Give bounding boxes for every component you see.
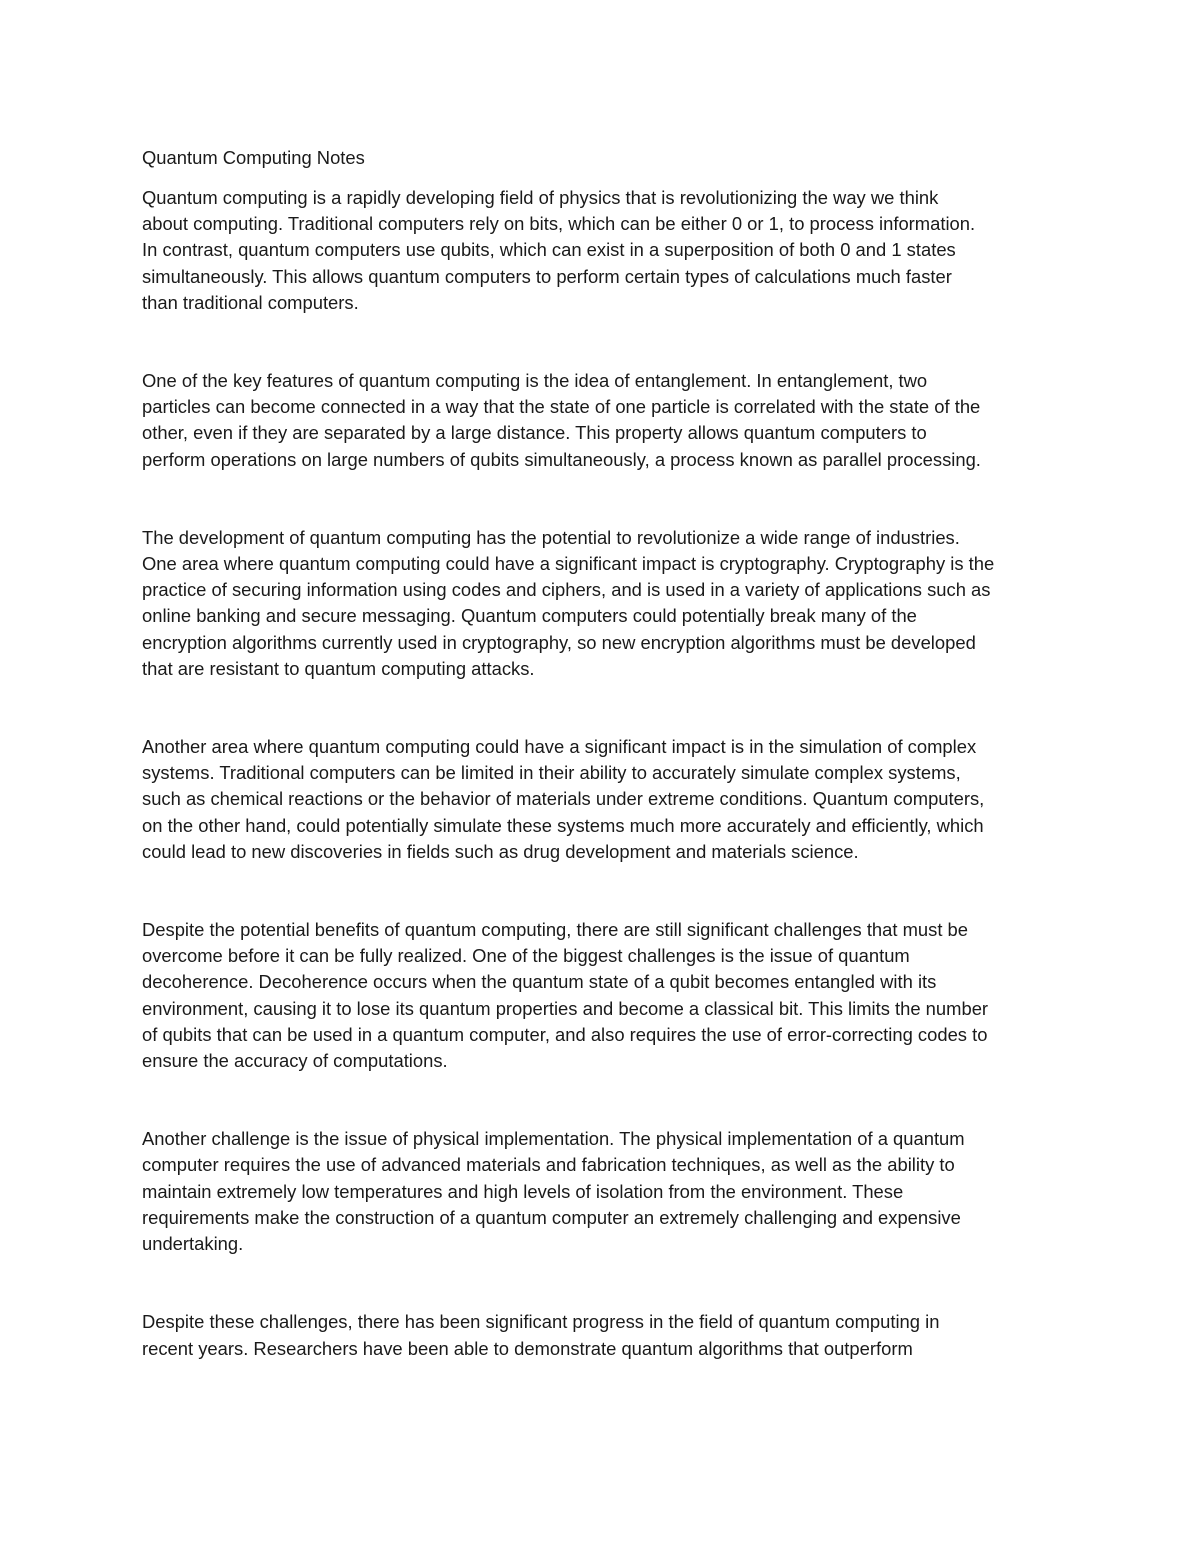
paragraph-line: simultaneously. This allows quantum computers to perform certain types of calculations much faster (142, 265, 952, 287)
paragraph-line: requirements make the construction of a quantum computer an extremely challenging and expensive (142, 1206, 961, 1228)
paragraph-line: environment, causing it to lose its quantum properties and become a classical bit. This limits the number (142, 997, 989, 1019)
paragraph-line: online banking and secure messaging. Quantum computers could potentially break many of the (142, 605, 917, 627)
paragraph-line: encryption algorithms currently used in cryptography, so new encryption algorithms must be developed (142, 631, 976, 653)
paragraph-line: particles can become connected in a way that the state of one particle is correlated with the state of the (142, 396, 981, 418)
paragraph-line: decoherence. Decoherence occurs when the quantum state of a qubit becomes entangled with its (142, 971, 937, 993)
paragraph-line: maintain extremely low temperatures and high levels of isolation from the environment. These (142, 1180, 904, 1202)
paragraph-line: Another challenge is the issue of physical implementation. The physical implementation of a quantum (142, 1128, 965, 1150)
document-body (142, 145, 1062, 1362)
paragraph-spacer (142, 316, 1062, 368)
paragraph-line: such as chemical reactions or the behavior of materials under extreme conditions. Quantum computers, (142, 788, 985, 810)
paragraph-line: could lead to new discoveries in fields such as drug development and materials science. (142, 840, 859, 862)
paragraph-cryptography (142, 525, 1062, 682)
paragraph-line: about computing. Traditional computers rely on bits, which can be either 0 or 1, to process information. (142, 213, 976, 235)
paragraph-entanglement (142, 368, 1062, 473)
paragraph-line: ensure the accuracy of computations. (142, 1050, 448, 1072)
paragraph-line: overcome before it can be fully realized. One of the biggest challenges is the issue of quantum (142, 945, 910, 967)
paragraph-spacer (142, 865, 1062, 917)
paragraph-line: One of the key features of quantum computing is the idea of entanglement. In entanglement, two (142, 370, 928, 392)
paragraph-line: than traditional computers. (142, 291, 359, 313)
paragraph-line: Another area where quantum computing could have a significant impact is in the simulation of complex (142, 736, 977, 758)
paragraph-line: In contrast, quantum computers use qubits, which can exist in a superposition of both 0 and 1 states (142, 239, 956, 261)
paragraph-line: other, even if they are separated by a large distance. This property allows quantum computers to (142, 422, 927, 444)
paragraph-line: on the other hand, could potentially simulate these systems much more accurately and efficiently, which (142, 814, 984, 836)
paragraph-line: systems. Traditional computers can be limited in their ability to accurately simulate complex systems, (142, 762, 961, 784)
paragraph-simulation (142, 734, 1062, 865)
paragraph-spacer (142, 1074, 1062, 1126)
paragraph-line: The development of quantum computing has the potential to revolutionize a wide range of industries. (142, 526, 960, 548)
paragraph-line: perform operations on large numbers of qubits simultaneously, a process known as parallel processing. (142, 448, 981, 470)
document-title: Quantum Computing Notes (142, 147, 365, 168)
paragraph-line: undertaking. (142, 1233, 244, 1255)
paragraph-line: practice of securing information using codes and ciphers, and is used in a variety of applications such as (142, 579, 991, 601)
paragraph-spacer (142, 682, 1062, 734)
paragraph-line: computer requires the use of advanced materials and fabrication techniques, as well as the ability to (142, 1154, 955, 1176)
paragraph-line: Despite these challenges, there has been significant progress in the field of quantum computing in (142, 1311, 940, 1333)
paragraph-line: Quantum computing is a rapidly developing field of physics that is revolutionizing the way we think (142, 187, 939, 208)
paragraph-spacer (142, 473, 1062, 525)
paragraph-spacer (142, 1257, 1062, 1309)
paragraph-line: recent years. Researchers have been able to demonstrate quantum algorithms that outperform (142, 1337, 913, 1359)
paragraph-intro (142, 185, 1062, 316)
paragraph-line: that are resistant to quantum computing attacks. (142, 657, 535, 679)
paragraph-implementation (142, 1126, 1062, 1257)
paragraph-decoherence (142, 917, 1062, 1074)
paragraph-line: of qubits that can be used in a quantum computer, and also requires the use of error-correcting codes to (142, 1023, 988, 1045)
paragraph-progress (142, 1309, 1062, 1361)
paragraph-line: Despite the potential benefits of quantum computing, there are still significant challenges that must be (142, 919, 969, 941)
paragraph-line: One area where quantum computing could have a significant impact is cryptography. Cryptography is the (142, 553, 995, 575)
